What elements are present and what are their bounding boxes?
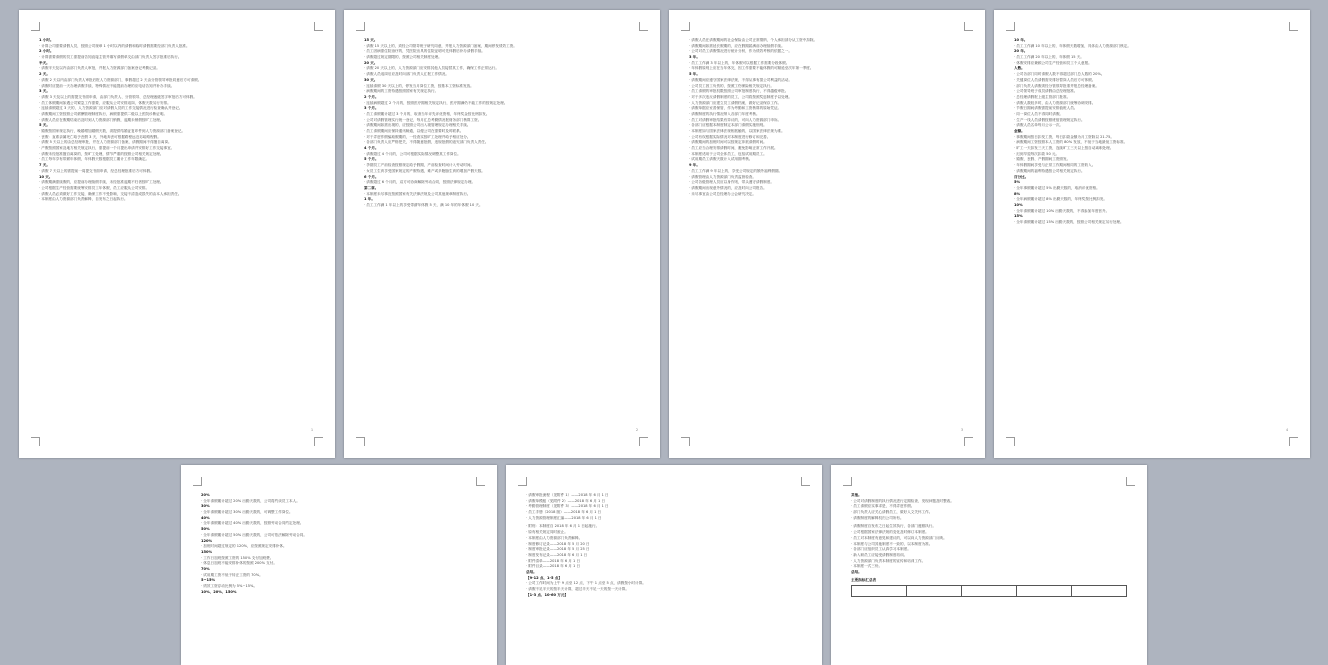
text-line: · 公司对员工请假情况进行统计分析，作为绩效考核的依据之一。 xyxy=(689,49,792,54)
section-heading: 总结。 xyxy=(526,569,537,574)
text-line: · 加班时间超过规定的 120%，应按照规定安排补休。 xyxy=(201,544,287,549)
page-number: 2 xyxy=(635,428,638,432)
text-line: · 公司领导班子成员请假由总经理批准。 xyxy=(1014,89,1078,94)
section-heading: 5 年。 xyxy=(689,72,700,77)
section-heading: 50% xyxy=(201,527,210,532)
text-line: · 全年请假累计超过 15% 出勤天数的，按照公司相关规定另行处理。 xyxy=(1014,220,1124,224)
text-line: · 本制度适用于公司全体员工，包括试用期员工。 xyxy=(689,151,767,156)
text-line: · 员工因病需住院治疗的，凭医院出具的住院证明可先休假后补办请假手续。 xyxy=(364,49,485,54)
summary-table xyxy=(851,585,1127,597)
page-number: 4 xyxy=(1285,428,1288,432)
page-corner-mark xyxy=(314,22,323,31)
page-corner-mark xyxy=(801,477,810,486)
text-line: · 请假制度自发布之日起生效执行，各部门遵照执行。 xyxy=(851,524,936,529)
page-corner-mark xyxy=(964,437,973,446)
page-corner-mark xyxy=(681,22,690,31)
section-heading: 8% xyxy=(1014,191,1021,196)
text-line: · 本制度一式三份。 xyxy=(851,564,883,569)
text-line: · 连续病假超过 2 个月的，按照医疗期相关规定执行，医疗期满仍不能工作的按规定处理。 xyxy=(364,100,508,105)
text-line: · 婚假、丧假、产假期间工资照发。 xyxy=(1014,157,1071,162)
document-page-6 xyxy=(506,465,822,665)
text-line: · 总经理请假报上级主管部门批准。 xyxy=(1014,94,1071,99)
text-line: · 计算公司需要请假人员，按照公司规章 1 小时以内的请假和临时请假需要经部门负责人批准。 xyxy=(39,43,190,48)
text-line: · 绩效工资浮动比例为 5%~15%。 xyxy=(201,584,258,588)
text-line: · 请假 2 天以内由部门负责人审批后报人力资源部门，事假超过 2 天由分管领导审批同意后方可请假。 xyxy=(39,77,202,82)
section-heading: 半天。 xyxy=(39,60,50,65)
page-corner-mark xyxy=(356,22,365,31)
text-line: · 员工对本制度有意见和建议的，可以向人力资源部门反映。 xyxy=(851,535,947,540)
text-line: · 女员工生育享受国家规定的产假待遇，难产或多胞胎生育的增加产假天数。 xyxy=(364,168,485,173)
text-line: · 丧假：直系亲属死亡给予丧假 3 天，外地奔丧可根据路程远近另给路程假。 xyxy=(39,134,161,139)
page-corner-mark xyxy=(356,437,365,446)
text-line: · 请假半天及以内由部门负责人审批，并报人力资源部门备案登记考勤记录。 xyxy=(39,66,160,71)
text-line: · 原有相关规定同时废止。 xyxy=(526,530,568,535)
text-line: · 未尽事宜由公司总经理办公会研究决定。 xyxy=(689,191,756,196)
page-corner-mark xyxy=(1006,437,1015,446)
text-line: · 本制度由人力资源部门负责解释。 xyxy=(526,535,583,540)
text-line: · 员工工作满 10 年以上的，年休假天数增加，具体由人力资源部门核定。 xyxy=(1014,43,1131,48)
text-line: · 公司有权根据实际情况对本制度进行修订和完善。 xyxy=(689,134,771,139)
document-page-7 xyxy=(831,465,1147,665)
text-line: · 请假期满需续假的，应提前办理续假手续，未经批准逾期不归者按旷工处理。 xyxy=(39,180,164,185)
page-body xyxy=(1014,38,1290,226)
page-body xyxy=(526,493,802,598)
section-heading: 20 年。 xyxy=(1014,49,1028,54)
text-line: · 制度发布记录——2018 年 6 月 1 日 xyxy=(526,552,588,557)
page-body xyxy=(689,38,965,197)
text-line: · 员工请假累计超过 3 个月的，取消当年评先评优资格，年终奖金按比例扣发。 xyxy=(364,111,490,116)
text-line: · 附件目录——2018 年 6 月 1 日 xyxy=(526,564,581,569)
text-line: · 公司对请假管理实行统一登记，每月汇总考勤情况报财务部门核算工资。 xyxy=(364,117,482,122)
text-line: · 计算需要请假的员工需提前告知直接主管并填写请假单交由部门负责人签字批准后执行。 xyxy=(39,55,182,60)
text-line: · 请假时应提前一天办理请假手续，特殊情况不能提前办理的应电话告知并补办手续。 xyxy=(39,83,175,88)
text-line: · 各部门负责人应严格把关，不得随意批假，违规批假的追究部门负责人责任。 xyxy=(364,140,489,145)
page-corner-mark xyxy=(31,437,40,446)
section-heading: 15% xyxy=(1014,214,1023,219)
page-corner-mark xyxy=(1289,22,1298,31)
section-heading: 百分比。 xyxy=(1014,174,1029,179)
text-line: · 请假管理由人力资源部门负责监督检查。 xyxy=(689,174,756,179)
section-heading: 150% xyxy=(201,549,213,554)
text-line: · 请假期间的福利待遇按公司相关规定执行。 xyxy=(1014,168,1085,173)
text-line: · 公司各部门同时请假人数不得超过部门总人数的 20%。 xyxy=(1014,72,1105,77)
text-line: · 请假 5 天以上的由总经理审批，并在人力资源部门备案，请假期间不得擅自离岗。 xyxy=(39,140,172,145)
text-line: · 本制度未尽事宜按照国家有关法律法规及公司其他规章制度执行。 xyxy=(364,191,471,196)
text-line: · 公司根据国家法律法规的变化及时修订本制度。 xyxy=(851,530,929,535)
section-heading: 总结。 xyxy=(851,569,862,574)
text-line: · 人力资源管理制度汇编——2018 年 6 月 1 日 xyxy=(526,515,602,520)
section-heading: 10 年。 xyxy=(1014,38,1028,42)
text-line: · 病假期间的工资待遇按照国家有关规定执行。 xyxy=(364,89,439,94)
section-heading: 20% xyxy=(201,493,210,497)
text-line: · 请假人数较多时，由人力资源部门统筹协调安排。 xyxy=(1014,100,1096,105)
text-line: · 员工手册（2018 版）——2018 年 6 月 1 日 xyxy=(526,510,602,515)
text-line: · 休息日加班不能安排补休的按照 200% 支付。 xyxy=(201,561,277,566)
text-line: · 试用期员工请假天数计入试用期考核。 xyxy=(689,157,753,162)
text-line: · 请假人员返岗后应及时向部门负责人汇报工作情况。 xyxy=(364,72,449,77)
section-heading: 5 天。 xyxy=(39,123,50,128)
text-line: · 部门负责人请假须经分管领导批准并报总经理备案。 xyxy=(1014,83,1099,88)
text-line: · 本制度由人力资源部门负责解释，自发布之日起执行。 xyxy=(39,197,128,202)
section-heading: 120% xyxy=(201,538,213,543)
table-title: 主要指标汇总表 xyxy=(851,577,877,582)
page-corner-mark xyxy=(843,477,852,486)
text-line: · 公司各级管理人员应以身作则，带头遵守请假制度。 xyxy=(689,180,774,185)
text-line: · 员工请假期间应保持通讯畅通，以便公司在需要时及时联系。 xyxy=(364,129,464,133)
page-number: 1 xyxy=(310,428,313,432)
document-page-2 xyxy=(344,10,660,458)
text-line: · 请假单模板（见附件 2）——2018 年 6 月 1 日 xyxy=(526,498,606,503)
text-line: · 各部门应根据本制度制定本部门请假实施细则。 xyxy=(689,123,767,128)
table-cell xyxy=(962,586,1017,597)
text-line: · 制度审批记录——2018 年 5 月 25 日 xyxy=(526,547,590,552)
section-heading: 5~15% xyxy=(201,578,216,583)
text-line: · 请假制度的解释权归公司所有。 xyxy=(851,515,904,520)
page-corner-mark xyxy=(314,437,323,446)
page-lines xyxy=(851,493,1127,570)
text-line: · 公司根据生产经营需要统筹安排员工年休假，员工应服从公司安排。 xyxy=(39,185,150,190)
table-cell xyxy=(1017,586,1072,597)
text-line: · 员工每年享有带薪年休假，年休假天数根据员工累计工作年限确定。 xyxy=(39,157,150,162)
table-cell xyxy=(852,586,907,597)
section-heading: 2 个月。 xyxy=(364,94,379,99)
section-heading: 5 个月。 xyxy=(364,157,379,162)
text-line: · 员工工作满 20 年以上的，年休假 15 天。 xyxy=(1014,55,1084,60)
page-body xyxy=(39,38,315,203)
text-line: · 请假单据应妥善保管，作为考勤和工资核算的原始凭证。 xyxy=(689,106,782,111)
text-line: · 请假人员在请假期间的社会保险由公司正常缴纳，个人承担部分从工资中扣除。 xyxy=(689,38,818,42)
section-heading: 20 天。 xyxy=(364,60,378,65)
text-line: · 附则：本制度自 2018 年 6 月 1 日起施行。 xyxy=(526,524,600,529)
text-line: · 人力资源部门应建立员工请假档案，做好记录保存工作。 xyxy=(689,100,782,105)
document-page-5 xyxy=(181,465,497,665)
text-line: · 对于弄虚作假骗取假期的，一经查实按旷工处理并给予相应处分。 xyxy=(364,134,471,139)
section-heading: 1 小时。 xyxy=(39,38,54,42)
text-line: · 请假 3 天及以上的需提交书面申请，由部门负责人、分管领导、总经理逐级签字审批后方可休假。 xyxy=(39,94,197,99)
text-line: · 病假期间工资按照本人工资的 80% 发放，不低于当地最低工资标准。 xyxy=(1014,140,1128,145)
text-line: · 生产一线人员请假按照班组管理规定执行。 xyxy=(1014,117,1085,122)
text-line: · 请假期间如需出境的，应按照公司出入境管理规定办理相关手续。 xyxy=(364,123,471,128)
section-heading: 30% xyxy=(201,504,210,509)
page-corner-mark xyxy=(639,22,648,31)
section-heading: 10 天。 xyxy=(39,174,53,179)
section-heading: 3 年。 xyxy=(689,55,700,60)
section-heading: 40% xyxy=(201,515,210,520)
text-line: · 公司工作时间为上午 9 点至 12 点，下午 1 点至 5 点，请假按小时计算。 xyxy=(526,581,646,586)
text-line: · 人力资源部门负责本制度的宣传和培训工作。 xyxy=(851,558,926,563)
document-page-1 xyxy=(19,10,335,458)
section-heading: 4 个月。 xyxy=(364,146,379,151)
text-line: · 迟到早退每次扣款 50 元。 xyxy=(1014,151,1060,156)
text-line: · 全年请假累计超过 20% 出勤天数的，公司将约谈员工本人。 xyxy=(201,498,300,503)
text-line: · 全年请假累计超过 10% 出勤天数的，不得参加年度晋升。 xyxy=(1014,208,1110,213)
text-line: · 员工休假期间如遇公司紧急工作需要，应服从公司安排返岗，休假天数另行安排。 xyxy=(39,100,171,105)
text-line: · 请假期间出现意外情况的，应及时向公司报告。 xyxy=(689,185,767,190)
text-line: · 请假未经批准擅自离岗的，按旷工处理，情节严重的按照公司相关规定处理。 xyxy=(39,151,164,156)
text-line: · 全年病假累计超过 8% 出勤天数的，年终奖按比例扣发。 xyxy=(1014,197,1107,202)
page-number: 3 xyxy=(960,428,963,432)
table-cell xyxy=(907,586,962,597)
page-corner-mark xyxy=(1289,437,1298,446)
section-heading: 【1-3 点、10-60 万元】 xyxy=(526,592,569,597)
page-corner-mark xyxy=(639,437,648,446)
text-line: · 员工请假的审批权限按照公司审批制度执行，不得越级审批。 xyxy=(689,89,789,94)
text-line: · 连续请假超过 3 天的，人力资源部门应对请假人员的工作交接情况进行检查确认并登记。 xyxy=(39,106,183,111)
section-heading: 其他。 xyxy=(851,493,862,497)
text-line: · 旷工一天扣发三天工资，连续旷工三天以上按自动离职处理。 xyxy=(1014,146,1114,151)
document-page-3 xyxy=(669,10,985,458)
section-heading: 70% xyxy=(201,566,210,571)
text-line: · 请假 7 天以上的需提前一周提交书面申请，经总经理批准后方可休假。 xyxy=(39,168,154,173)
section-heading: 金额。 xyxy=(1014,129,1025,133)
section-heading: 7 天。 xyxy=(39,163,50,168)
text-line: · 请假期间应遵守国家法律法规，不得从事有损公司利益的活动。 xyxy=(689,77,792,82)
text-line: · 全年请假累计超过 40% 出勤天数的，按照劳动合同约定处理。 xyxy=(201,521,304,526)
section-heading: 6 个月。 xyxy=(364,174,379,179)
text-line: · 新入职员工应接受请假制度培训。 xyxy=(851,552,908,557)
page-body xyxy=(364,38,640,209)
text-line: · 员工应当合理安排请假时间，避免影响正常工作开展。 xyxy=(689,146,778,151)
section-heading: 2 天。 xyxy=(39,72,50,77)
text-line: · 各部门应组织员工认真学习本制度。 xyxy=(851,547,911,552)
text-line: · 请假 20 天以上的，人力资源部门应安排其他人员接替其工作，确保工作正常运行。 xyxy=(364,66,499,71)
text-line: · 请假超过规定期限的，按照公司相关制度处理。 xyxy=(364,55,442,60)
text-line: · 制度修订记录——2018 年 5 月 20 日 xyxy=(526,541,590,546)
section-heading: 3 个月。 xyxy=(364,106,379,111)
table-cell xyxy=(1072,586,1127,597)
text-line: · 连续请假 30 天以上的，停发当月岗位工资，按基本工资标准发放。 xyxy=(364,83,474,88)
text-line: · 年休假期间享受与正常工作期间相同的工资收入。 xyxy=(1014,163,1096,168)
text-line: · 员工请假应实事求是，不得弄虚作假。 xyxy=(851,504,915,509)
text-line: · 请假人员名单每月公示一次。 xyxy=(1014,123,1064,128)
text-line: · 工作日加班按照工资的 150% 支付加班费。 xyxy=(201,555,274,560)
text-line: · 请假期间工资按照公司薪酬管理制度执行，病假需提供二级以上医院诊断证明。 xyxy=(39,111,168,116)
section-heading: 9 年。 xyxy=(689,163,700,168)
text-line: · 公司员工因工负伤的，按照工伤保险相关规定执行。 xyxy=(689,83,774,88)
page-body xyxy=(201,493,477,595)
page-corner-mark xyxy=(681,437,690,446)
text-line: · 公司对请假制度的执行情况进行定期检查，发现问题及时整改。 xyxy=(851,498,954,503)
text-line: · 关键岗位人员请假需安排好替岗人员后方可休假。 xyxy=(1014,77,1096,82)
page-corner-mark xyxy=(476,477,485,486)
text-line: · 对于多次违反请假制度的员工，公司将按照奖惩制度予以处理。 xyxy=(689,94,792,99)
text-line: · 请假审批流程（见附件 1）——2018 年 6 月 1 日 xyxy=(526,493,609,497)
section-heading: 1 年。 xyxy=(364,197,375,202)
page-corner-mark xyxy=(193,477,202,486)
section-heading: 3 天。 xyxy=(39,89,50,94)
page-corner-mark xyxy=(964,22,973,31)
section-heading: 【9-12 点、1-5 点】 xyxy=(526,575,562,580)
page-corner-mark xyxy=(518,477,527,486)
text-line: · 请假 15 天以上的，须经公司领导班子研究同意，并报人力资源部门备案，期间停发绩效工资。 xyxy=(364,43,517,48)
text-line: · 请假人员必须做好工作交接，确保工作不受影响，交接不清造成损失的由本人承担责任。 xyxy=(39,191,182,196)
page-body xyxy=(851,493,1127,597)
text-line: · 全年事假累计超过 5% 出勤天数的，取消评优资格。 xyxy=(1014,185,1100,190)
text-line: · 请假制度的执行情况纳入各部门年度考核。 xyxy=(689,111,760,116)
text-line: · 请假人员应在假期结束后及时到人力资源部门销假，逾期未销假按旷工处理。 xyxy=(39,117,164,122)
text-line: · 考勤管理制度（见附件 3）——2018 年 6 月 1 日 xyxy=(526,504,609,509)
section-heading: 5% xyxy=(1014,180,1021,185)
text-line: · 全年请假累计超过 50% 出勤天数的，公司可依法解除劳动合同。 xyxy=(201,532,307,537)
text-line: · 产假按照国家及地方相关规定执行，需提前一个月提出申请并安排好工作交接事宜。 xyxy=(39,146,175,151)
text-line: · 休假安排应兼顾公司生产经营和员工个人意愿。 xyxy=(1014,60,1092,65)
text-line: · 员工工作满 3 年以上的，年休假可以根据工作需要分段休假。 xyxy=(689,60,790,65)
text-line: · 请假不足半天的按半天计算，超过半天不足一天的按一天计算。 xyxy=(526,587,629,591)
text-line: · 请假期间的加班时间可以按规定冲抵请假时间。 xyxy=(689,140,767,145)
text-line: · 请假超过 4 个月的，公司可根据实际情况调整其工作岗位。 xyxy=(364,151,461,156)
page-corner-mark xyxy=(31,22,40,31)
page-corner-mark xyxy=(1006,22,1015,31)
text-line: · 本制度与公司其他制度不一致的，以本制度为准。 xyxy=(851,541,933,546)
text-line: · 部门负责人应关心请假员工，做好人文关怀工作。 xyxy=(851,510,933,515)
section-heading: 10% xyxy=(1014,202,1023,207)
text-line: · 员工工作满 9 年以上的，享受公司规定的额外福利假期。 xyxy=(689,168,783,173)
text-line: · 孕期员工产前检查按照规定给予假期，产前检查时间计入劳动时间。 xyxy=(364,163,475,168)
text-line: · 员工对请假审批结果有异议的，可向人力资源部门申诉。 xyxy=(689,117,782,122)
text-line: · 试用期工资不低于转正工资的 70%。 xyxy=(201,572,263,577)
text-line: · 请假期间如需延长假期的，应在假期届满前办理续假手续。 xyxy=(689,43,785,48)
section-heading: 30 天。 xyxy=(364,77,378,82)
text-line: · 同一岗位人员不得同时请假。 xyxy=(1014,111,1064,116)
section-heading: 人数。 xyxy=(1014,66,1025,71)
text-line: · 全年请假累计超过 30% 出勤天数的，可调整工作岗位。 xyxy=(201,510,293,515)
section-heading: 第二章。 xyxy=(364,185,379,190)
text-line: · 请假超过 6 个月的，双方可协商解除劳动合同，按照法律规定办理。 xyxy=(364,180,476,185)
text-line: · 附件清单——2018 年 6 月 1 日 xyxy=(526,558,581,563)
text-line: · 节假日期间请假需提前安排值班人员。 xyxy=(1014,106,1078,111)
text-line: · 事假期间按日扣发工资，每日扣款金额为月工资除以 21.75。 xyxy=(1014,134,1114,139)
section-heading: 2 小时。 xyxy=(39,49,54,54)
section-heading: 15 天。 xyxy=(364,38,378,42)
text-line: · 本制度如与国家法律法规相抵触的，以国家法律法规为准。 xyxy=(689,129,785,133)
text-line: · 员工工作满 1 年以上的享受带薪年休假 5 天，满 10 年的年休假 10 天。 xyxy=(364,202,483,207)
document-page-4 xyxy=(994,10,1310,458)
page-corner-mark xyxy=(1126,477,1135,486)
text-line: · 年休假原则上应在当年休完，因工作需要不能休假的可顺延至次年第一季度。 xyxy=(689,66,814,71)
text-line: · 婚假按国家规定执行，晚婚增加婚假天数，须提供结婚证复印件到人力资源部门备案登记。 xyxy=(39,129,186,133)
section-heading: 10%、20%、150% xyxy=(201,589,237,594)
